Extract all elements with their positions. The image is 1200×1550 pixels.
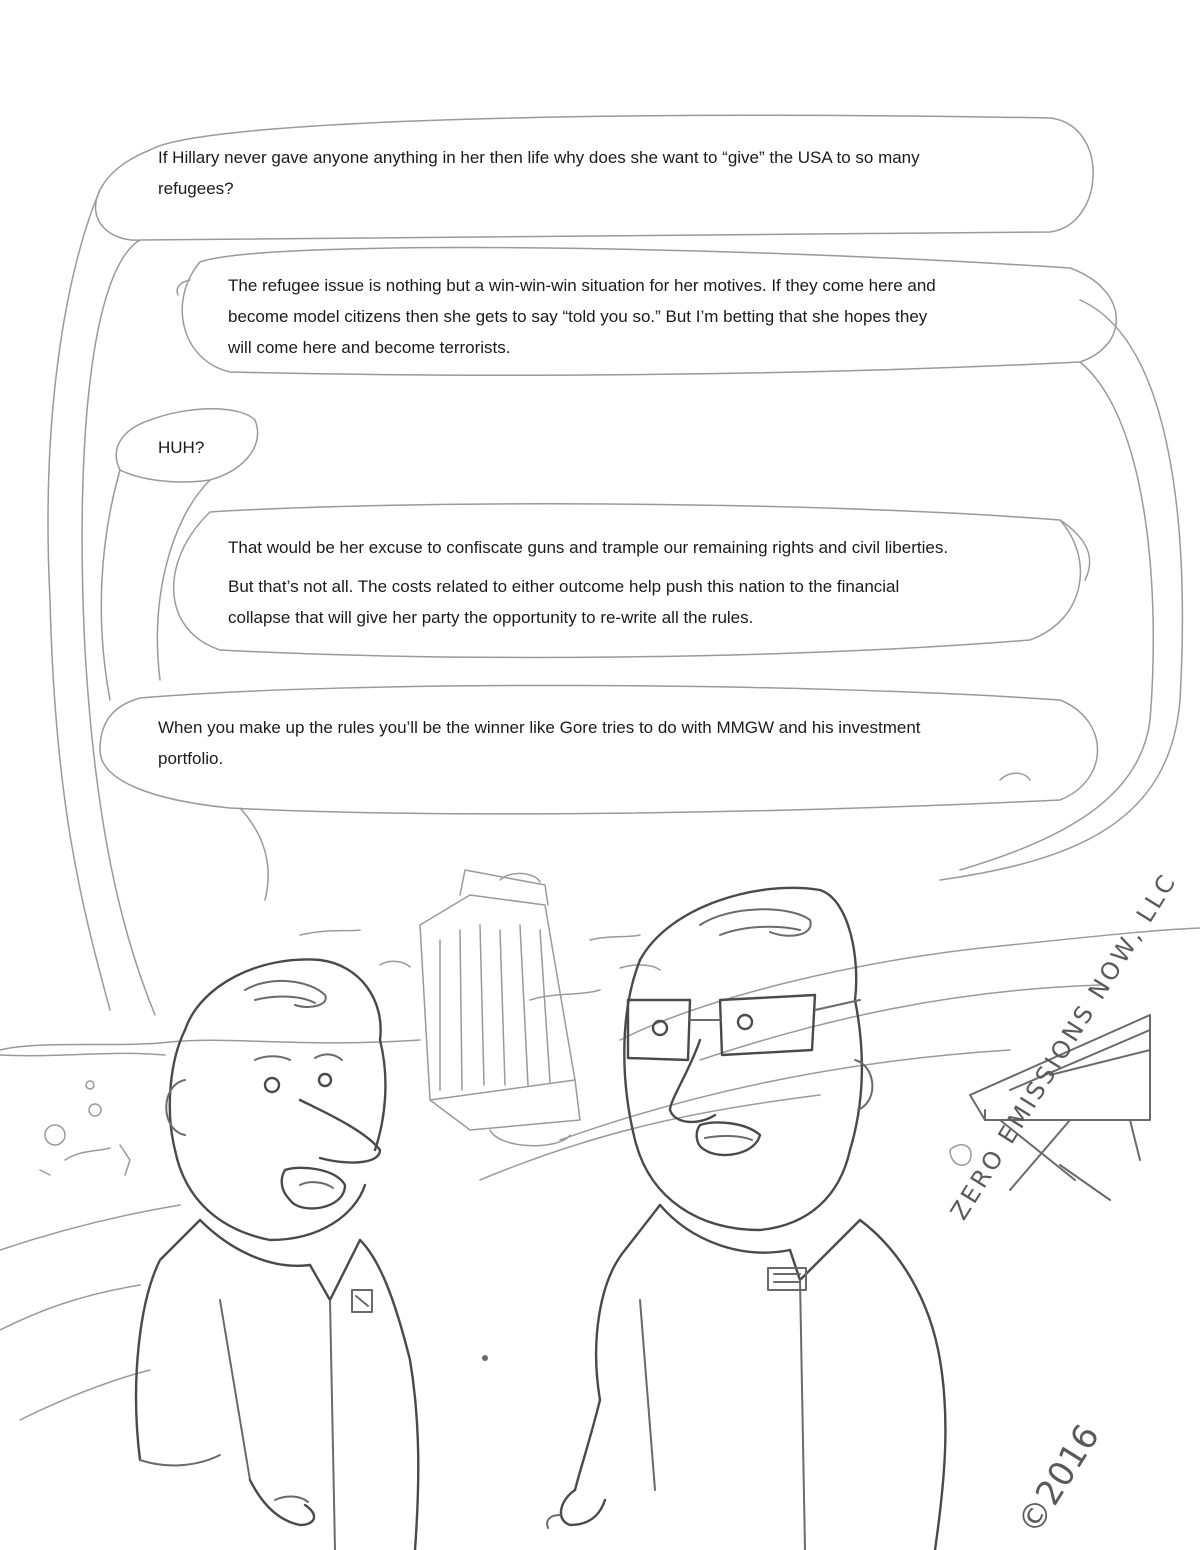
copyright-notice: ©2016 xyxy=(1010,1417,1108,1542)
bubble-4-line-3: collapse that will give her party the opportunity to re-write all the rules. xyxy=(228,608,754,627)
bubble-4-line-2: But that’s not all. The costs related to either outcome help push this nation to the financial xyxy=(228,577,900,596)
bubble-2-line-2: become model citizens then she gets to say “told you so.” But I’m betting that she hopes they xyxy=(228,307,928,326)
bubble-3-line-1: HUH? xyxy=(158,438,205,457)
bubble-1-line-2: refugees? xyxy=(158,179,234,198)
bubble-5-line-2: portfolio. xyxy=(158,749,224,768)
speech-bubble-4 xyxy=(228,532,1078,633)
artist-signature: ZERO EMISSIONS NOW, LLC xyxy=(945,867,1183,1225)
distant-building xyxy=(420,870,580,1146)
ground-debris xyxy=(40,1081,130,1175)
speech-bubble-5-tail xyxy=(240,808,268,900)
horizon-line xyxy=(0,1040,420,1050)
speech-bubble-1 xyxy=(158,142,1078,204)
bubble-5-line-1: When you make up the rules you’ll be the winner like Gore tries to do with MMGW and his investment xyxy=(158,718,921,737)
right-character xyxy=(547,888,945,1550)
bubble-2-line-3: will come here and become terrorists. xyxy=(228,338,511,357)
pencil-mark xyxy=(482,1355,488,1361)
speech-bubble-2 xyxy=(228,270,1088,363)
bubble-2-line-1: The refugee issue is nothing but a win-win-win situation for her motives. If they come here and xyxy=(228,276,936,295)
left-character xyxy=(136,959,418,1550)
speech-bubble-3 xyxy=(158,432,238,463)
bubble-4-line-1: That would be her excuse to confiscate guns and trample our remaining rights and civil liberties. xyxy=(228,538,949,557)
bubble-1-line-1: If Hillary never gave anyone anything in her then life why does she want to “give” the USA to so many xyxy=(158,148,920,167)
speech-bubble-5 xyxy=(158,712,1078,774)
